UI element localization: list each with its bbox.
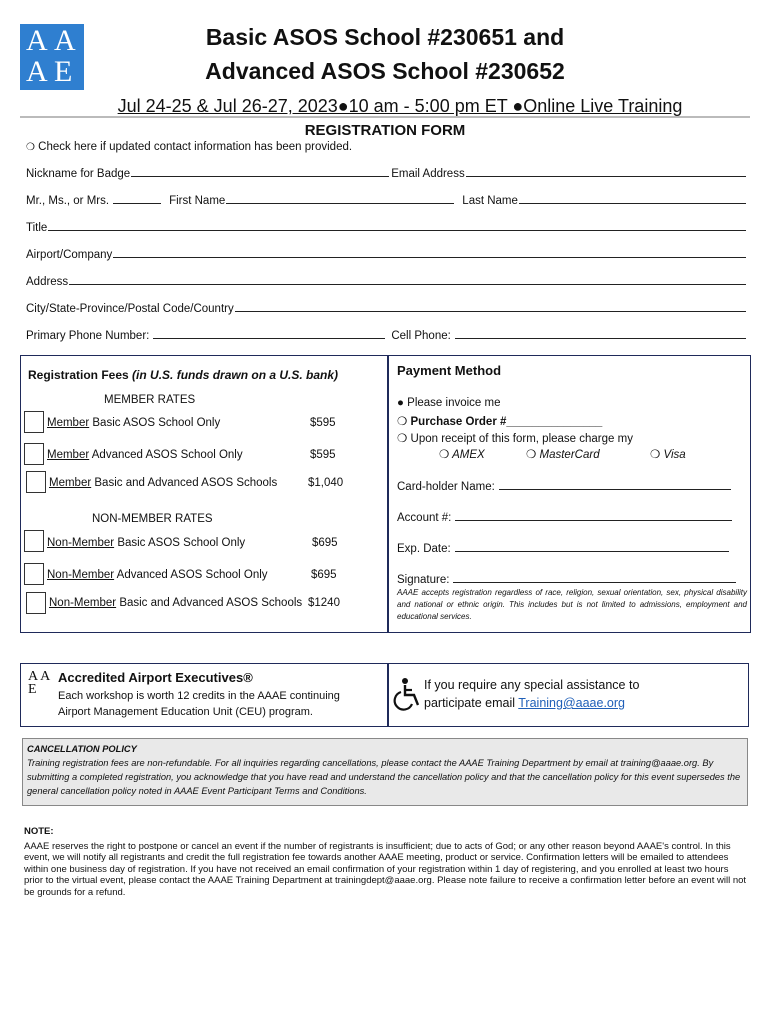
nonmember-rates-heading: NON-MEMBER RATES <box>92 513 213 525</box>
cancellation-policy <box>22 738 748 806</box>
card-mastercard[interactable]: ❍ MasterCard <box>526 449 600 461</box>
accessibility-icon <box>392 677 422 716</box>
ace-logo: A A E <box>28 669 50 697</box>
primary-phone-label: Primary Phone Number: <box>26 330 150 342</box>
title-line-2: Advanced ASOS School #230652 <box>205 58 565 84</box>
nickname-field[interactable] <box>131 175 389 177</box>
first-name-label: First Name <box>169 195 226 207</box>
logo-letter: A <box>54 24 76 57</box>
card-amex[interactable]: ❍ AMEX <box>439 449 485 461</box>
address-field[interactable] <box>69 283 746 285</box>
cell-phone-field[interactable] <box>455 337 746 339</box>
contact-update-checkbox[interactable] <box>26 141 352 153</box>
exp-label: Exp. Date: <box>397 543 451 555</box>
title-row <box>26 218 748 234</box>
airport-row <box>26 245 748 261</box>
cardholder-row <box>397 477 733 493</box>
first-name-field[interactable] <box>226 202 454 204</box>
payment-heading: Payment Method <box>397 363 502 378</box>
nondiscrimination-note: AAAE accepts registration regardless of race, religion, sexual orientation, sex, physical disability and national or ethnic origin. This includes but is not limited to admissions, employment and educational services. <box>397 588 747 621</box>
ace-assist-divider <box>387 663 389 727</box>
member-both-price: $1,040 <box>308 477 344 489</box>
filled-radio-icon: ● <box>397 397 404 409</box>
po-label: Purchase Order #_______________ <box>410 416 603 428</box>
nickname-email-row <box>26 164 748 180</box>
name-row <box>26 191 748 207</box>
account-label: Account #: <box>397 512 452 524</box>
city-label: City/State-Province/Postal Code/Country <box>26 303 234 315</box>
airport-label: Airport/Company <box>26 249 113 261</box>
cell-phone-label: Cell Phone: <box>391 330 451 342</box>
nickname-label: Nickname for Badge <box>26 168 131 180</box>
nonmember-both-price: $1240 <box>308 597 340 609</box>
circle-checkbox-icon: ❍ <box>26 142 35 153</box>
signature-row <box>397 570 738 586</box>
exp-field[interactable] <box>455 550 729 552</box>
fees-heading <box>28 368 338 382</box>
last-name-label: Last Name <box>462 195 518 207</box>
nonmember-basic-checkbox[interactable] <box>24 530 44 552</box>
airport-field[interactable] <box>113 256 746 258</box>
nonmember-advanced-checkbox[interactable] <box>24 563 44 585</box>
member-both-label: Member Basic and Advanced ASOS Schools <box>49 477 278 489</box>
address-row <box>26 272 748 288</box>
note-section <box>24 826 750 898</box>
po-option[interactable] <box>397 414 602 428</box>
salutation-label: Mr., Ms., or Mrs. <box>26 195 110 207</box>
assist-line-1: If you require any special assistance to <box>424 678 640 692</box>
nonmember-both-label: Non-Member Basic and Advanced ASOS Schools <box>49 597 303 609</box>
phone-row <box>26 326 748 342</box>
nonmember-basic-label: Non-Member Basic ASOS School Only <box>47 537 246 549</box>
last-name-field[interactable] <box>519 202 746 204</box>
circle-checkbox-icon: ❍ <box>397 416 408 428</box>
salutation-field[interactable] <box>113 202 161 204</box>
circle-checkbox-icon: ❍ <box>397 433 408 445</box>
assist-line-2: participate email <box>424 696 519 710</box>
cardholder-label: Card-holder Name: <box>397 481 495 493</box>
title-line-1: Basic ASOS School #230651 and <box>205 24 565 50</box>
address-label: Address <box>26 276 69 288</box>
member-basic-price: $595 <box>310 417 336 429</box>
assist-text <box>424 676 639 712</box>
charge-option[interactable] <box>397 431 633 445</box>
email-label: Email Address <box>391 168 465 180</box>
header-divider <box>20 116 750 118</box>
city-row <box>26 299 748 315</box>
title-field[interactable] <box>48 229 746 231</box>
fees-heading-note: (in U.S. funds drawn on a U.S. bank) <box>132 368 339 382</box>
circle-checkbox-icon: ❍ <box>650 449 661 461</box>
charge-label: Upon receipt of this form, please charge my <box>410 433 633 445</box>
signature-label: Signature: <box>397 574 450 586</box>
email-field[interactable] <box>466 175 746 177</box>
exp-row <box>397 539 731 555</box>
note-heading: NOTE: <box>24 826 54 837</box>
nonmember-advanced-label: Non-Member Advanced ASOS School Only <box>47 569 268 581</box>
training-email-link[interactable]: Training@aaae.org <box>518 696 625 710</box>
nonmember-advanced-price: $695 <box>311 569 337 581</box>
circle-checkbox-icon: ❍ <box>439 449 450 461</box>
invoice-option[interactable] <box>397 397 500 409</box>
city-field[interactable] <box>235 310 746 312</box>
invoice-label: Please invoice me <box>407 397 501 409</box>
account-field[interactable] <box>455 519 732 521</box>
primary-phone-field[interactable] <box>153 337 385 339</box>
cancellation-heading: CANCELLATION POLICY <box>27 744 137 754</box>
logo-letter: A <box>26 55 48 88</box>
nonmember-both-checkbox[interactable] <box>26 592 46 614</box>
ace-description: Each workshop is worth 12 credits in the AAAE continuing Airport Management Education Unit (CEU) program. <box>58 690 340 718</box>
member-rates-heading: MEMBER RATES <box>104 394 196 406</box>
card-visa[interactable]: ❍ Visa <box>650 449 686 461</box>
signature-field[interactable] <box>453 581 736 583</box>
aaae-logo <box>20 24 84 90</box>
contact-update-label: Check here if updated contact information has been provided. <box>38 141 353 153</box>
event-dates: Jul 24-25 & Jul 26-27, 2023●10 am - 5:00 pm ET ●Online Live Training <box>117 96 683 116</box>
member-basic-checkbox[interactable] <box>24 411 44 433</box>
title-label: Title <box>26 222 48 234</box>
logo-letter: A <box>26 24 48 57</box>
member-basic-label: Member Basic ASOS School Only <box>47 417 221 429</box>
note-body: AAAE reserves the right to postpone or cancel an event if the number of registrants is insufficient; due to acts of God; or any other reason beyond AAAE's control. In this event, we will notify all registrants and credit the full registration fee towards another AAAE meeting, product or service. Confirmation letters will be emailed to attendees within one business day of registration. If you have not received an email confirmation of your registration within 1 day of registering, and you enrolled at least two hours prior to the virtual event, please contact the AAAE Training Department at trainingdept@aaae.org. Please note failure to receive a confirmation letter before an event will not be grounds for a refund. <box>24 840 747 898</box>
logo-letter: E <box>54 55 73 88</box>
nonmember-basic-price: $695 <box>312 537 338 549</box>
member-advanced-label: Member Advanced ASOS School Only <box>47 449 243 461</box>
member-both-checkbox[interactable] <box>26 471 46 493</box>
circle-checkbox-icon: ❍ <box>526 449 537 461</box>
form-title: REGISTRATION FORM <box>304 122 466 139</box>
cardholder-field[interactable] <box>499 488 731 490</box>
fees-heading-text: Registration Fees <box>28 368 129 382</box>
member-advanced-checkbox[interactable] <box>24 443 44 465</box>
account-row <box>397 508 734 524</box>
cancellation-body: Training registration fees are non-refundable. For all inquiries regarding cancellations, please contact the AAAE Training Department by email at training@aaae.org. By submitting a completed registration, you acknowledge that you have read and understand the cancellation policy and that the cancellation policy for this event supersedes the general cancellation policy noted in AAAE Event Participant Terms and Conditions. <box>27 758 741 796</box>
member-advanced-price: $595 <box>310 449 336 461</box>
ace-title: Accredited Airport Executives® <box>58 670 253 685</box>
fees-payment-divider <box>387 355 389 632</box>
